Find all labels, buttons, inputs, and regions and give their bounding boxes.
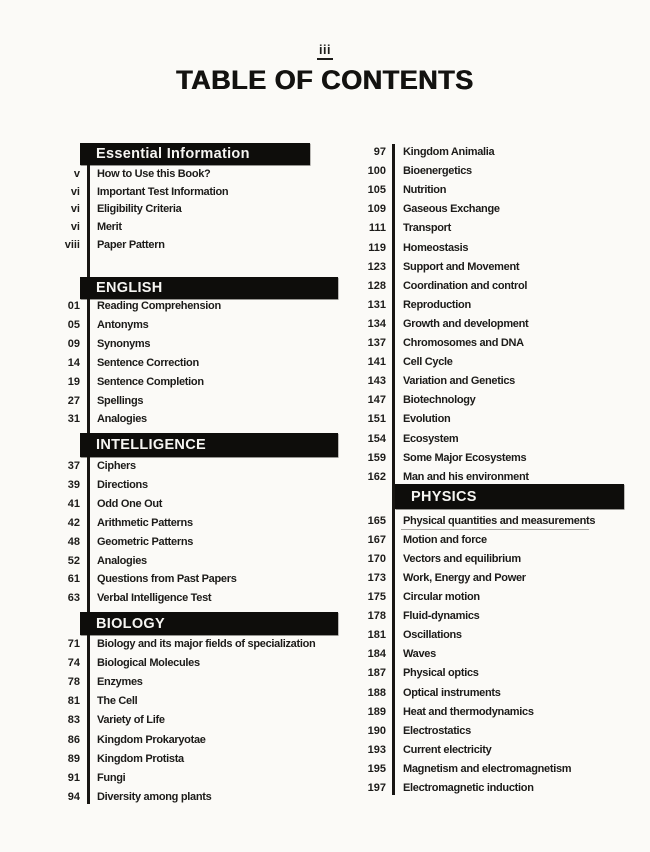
toc-row <box>344 338 524 349</box>
entry-title: Optical instruments <box>403 686 501 699</box>
toc-row <box>344 611 479 622</box>
entry-title: Biology and its major fields of specialization <box>97 638 316 650</box>
scan-underline-artifact <box>401 529 589 530</box>
entry-page-number: 195 <box>367 762 386 775</box>
entry-title: Oscillations <box>403 629 462 642</box>
entry-page-number: 187 <box>367 667 386 680</box>
toc-row <box>344 535 487 546</box>
entry-title: Synonyms <box>97 337 151 350</box>
entry-title: Kingdom Protista <box>97 752 184 765</box>
entry-page-number: 151 <box>367 413 386 426</box>
entry-title: Magnetism and electromagnetism <box>403 762 572 775</box>
entry-page-number: 78 <box>67 676 80 689</box>
entry-page-number: 42 <box>67 516 80 529</box>
entry-title: Antonyms <box>97 318 149 331</box>
entry-page-number: 81 <box>67 695 80 708</box>
entry-page-number: 48 <box>67 535 80 548</box>
entry-page-number: 141 <box>367 356 386 369</box>
entry-page-number: 143 <box>367 375 386 388</box>
entry-page-number: 37 <box>67 460 80 472</box>
entry-title: Motion and force <box>403 534 487 547</box>
entry-title: Biological Molecules <box>97 657 200 670</box>
entry-title: Fluid-dynamics <box>403 610 480 623</box>
entry-title: Merit <box>97 221 122 234</box>
toc-row <box>344 453 526 464</box>
entry-page-number: 197 <box>367 781 386 794</box>
toc-row <box>344 319 528 330</box>
entry-page-number: 131 <box>367 298 386 311</box>
entry-title: Fungi <box>97 771 126 784</box>
entry-title: Questions from Past Papers <box>97 573 237 586</box>
entry-page-number: 159 <box>367 451 386 464</box>
toc-row <box>344 745 491 756</box>
toc-row <box>344 147 494 158</box>
toc-row <box>344 649 436 660</box>
entry-page-number: 189 <box>367 705 386 718</box>
entry-title: Enzymes <box>97 676 143 689</box>
entry-title: The Cell <box>97 695 138 708</box>
entry-page-number: 100 <box>367 165 386 178</box>
entry-title: Waves <box>403 648 436 661</box>
entry-page-number: 111 <box>368 222 386 235</box>
toc-row <box>344 414 450 425</box>
entry-page-number: vi <box>70 203 80 216</box>
entry-page-number: 97 <box>373 146 386 158</box>
entry-title: Kingdom Animalia <box>403 146 495 158</box>
toc-row <box>344 166 472 177</box>
entry-title: Electromagnetic induction <box>403 781 534 794</box>
entry-page-number: 105 <box>367 184 386 197</box>
section-header-bar: PHYSICS <box>395 484 624 509</box>
entry-page-number: 63 <box>67 592 80 605</box>
entry-title: Some Major Ecosystems <box>403 451 527 464</box>
section-header-bar: BIOLOGY <box>80 612 338 635</box>
entry-page-number: 193 <box>367 743 386 756</box>
entry-title: Physical quantities and measurements <box>403 515 596 527</box>
toc-row <box>344 707 534 718</box>
entry-title: Work, Energy and Power <box>403 572 526 585</box>
entry-title: Directions <box>97 478 148 491</box>
entry-title: Physical optics <box>403 667 479 680</box>
toc-row <box>344 204 500 215</box>
entry-title: Arithmetic Patterns <box>97 516 193 529</box>
entry-page-number: viii <box>64 238 80 251</box>
entry-title: Vectors and equilibrium <box>403 553 521 566</box>
entry-page-number: 27 <box>67 394 80 407</box>
entry-title: Reproduction <box>403 298 471 311</box>
entry-page-number: 52 <box>67 554 80 567</box>
entry-page-number: 181 <box>367 629 386 642</box>
entry-page-number: 86 <box>67 733 80 746</box>
entry-title: Sentence Completion <box>97 375 204 388</box>
toc-row <box>344 185 446 196</box>
entry-page-number: 14 <box>67 356 80 369</box>
entry-title: Variety of Life <box>97 714 165 727</box>
section-header-bar: ENGLISH <box>80 277 338 299</box>
entry-title: Analogies <box>97 554 147 567</box>
toc-row <box>344 300 471 311</box>
entry-title: Chromosomes and DNA <box>403 337 524 349</box>
entry-title: Ciphers <box>97 460 136 472</box>
entry-page-number: 94 <box>67 790 80 803</box>
entry-page-number: 134 <box>367 317 386 330</box>
entry-page-number: 41 <box>67 497 80 510</box>
entry-title: Man and his environment <box>403 470 529 483</box>
entry-title: Nutrition <box>403 184 447 197</box>
entry-page-number: 119 <box>368 241 386 254</box>
toc-row <box>344 472 529 483</box>
toc-row <box>344 357 453 368</box>
entry-title: Eligibility Criteria <box>97 203 182 216</box>
entry-page-number: 137 <box>367 337 386 349</box>
entry-page-number: 123 <box>367 260 386 273</box>
toc-row <box>344 630 462 641</box>
entry-page-number: vi <box>70 185 80 198</box>
page-title: TABLE OF CONTENTS <box>176 65 474 95</box>
entry-page-number: 09 <box>67 337 80 350</box>
section-header-bar: Essential Information <box>80 143 310 165</box>
section-header-bar: INTELLIGENCE <box>80 433 338 457</box>
entry-title: Heat and thermodynamics <box>403 705 534 718</box>
entry-title: Diversity among plants <box>97 790 212 803</box>
entry-title: Analogies <box>97 413 147 426</box>
entry-page-number: 71 <box>67 638 80 650</box>
toc-row <box>344 668 479 679</box>
entry-page-number: 147 <box>367 394 386 407</box>
entry-title: How to Use this Book? <box>97 168 211 180</box>
entry-title: Gaseous Exchange <box>403 203 500 216</box>
entry-page-number: 83 <box>67 714 80 727</box>
entry-page-number: 173 <box>367 572 386 585</box>
entry-title: Paper Pattern <box>97 238 165 251</box>
entry-title: Verbal Intelligence Test <box>97 592 212 605</box>
toc-row <box>344 726 471 737</box>
entry-page-number: 19 <box>67 375 80 388</box>
entry-page-number: 89 <box>67 752 80 765</box>
entry-title: Evolution <box>403 413 451 426</box>
entry-page-number: 175 <box>367 591 386 604</box>
entry-title: Growth and development <box>403 317 529 330</box>
entry-page-number: 154 <box>367 432 386 445</box>
entry-title: Cell Cycle <box>403 356 453 369</box>
entry-page-number: 109 <box>367 203 386 216</box>
toc-row <box>344 783 534 794</box>
entry-page-number: 188 <box>367 686 386 699</box>
toc-row <box>344 262 519 273</box>
toc-row <box>344 223 451 234</box>
entry-page-number: 31 <box>67 413 80 426</box>
entry-page-number: 162 <box>367 470 386 483</box>
toc-row <box>344 376 515 387</box>
toc-row <box>344 516 595 527</box>
entry-title: Support and Movement <box>403 260 520 273</box>
entry-title: Geometric Patterns <box>97 535 194 548</box>
entry-title: Biotechnology <box>403 394 476 407</box>
entry-title: Homeostasis <box>403 241 469 254</box>
entry-title: Reading Comprehension <box>97 300 221 312</box>
toc-row <box>344 243 468 254</box>
entry-title: Variation and Genetics <box>403 375 515 388</box>
entry-title: Sentence Correction <box>97 356 199 369</box>
toc-row <box>344 764 571 775</box>
entry-title: Ecosystem <box>403 432 459 445</box>
entry-title: Bioenergetics <box>403 165 472 178</box>
entry-page-number: 91 <box>67 771 80 784</box>
entry-title: Kingdom Prokaryotae <box>97 733 206 746</box>
entry-title: Current electricity <box>403 743 492 756</box>
entry-title: Coordination and control <box>403 279 528 292</box>
entry-page-number: 05 <box>67 318 80 331</box>
entry-title: Odd One Out <box>97 497 163 510</box>
entry-page-number: 165 <box>367 515 386 527</box>
entry-page-number: 167 <box>367 534 386 547</box>
toc-row <box>344 688 501 699</box>
entry-page-number: 74 <box>67 657 80 670</box>
entry-page-number: 170 <box>367 553 386 566</box>
entry-page-number: vi <box>70 221 80 234</box>
entry-page-number: 190 <box>367 724 386 737</box>
entry-title: Spellings <box>97 394 144 407</box>
toc-row <box>344 554 521 565</box>
entry-page-number: 61 <box>67 573 80 586</box>
toc-row <box>344 395 476 406</box>
entry-title: Transport <box>403 222 452 235</box>
entry-page-number: 128 <box>367 279 386 292</box>
toc-row <box>344 592 480 603</box>
entry-page-number: 184 <box>367 648 386 661</box>
entry-title: Circular motion <box>403 591 480 604</box>
entry-page-number: 178 <box>367 610 386 623</box>
entry-title: Important Test Information <box>97 185 229 198</box>
toc-row <box>344 573 526 584</box>
toc-row <box>344 281 527 292</box>
entry-page-number: 01 <box>67 300 80 312</box>
entry-page-number: 39 <box>67 478 80 491</box>
entry-page-number: v <box>73 168 80 180</box>
folio-page-number: iii <box>317 44 333 60</box>
toc-row <box>344 434 458 445</box>
entry-title: Electrostatics <box>403 724 471 737</box>
